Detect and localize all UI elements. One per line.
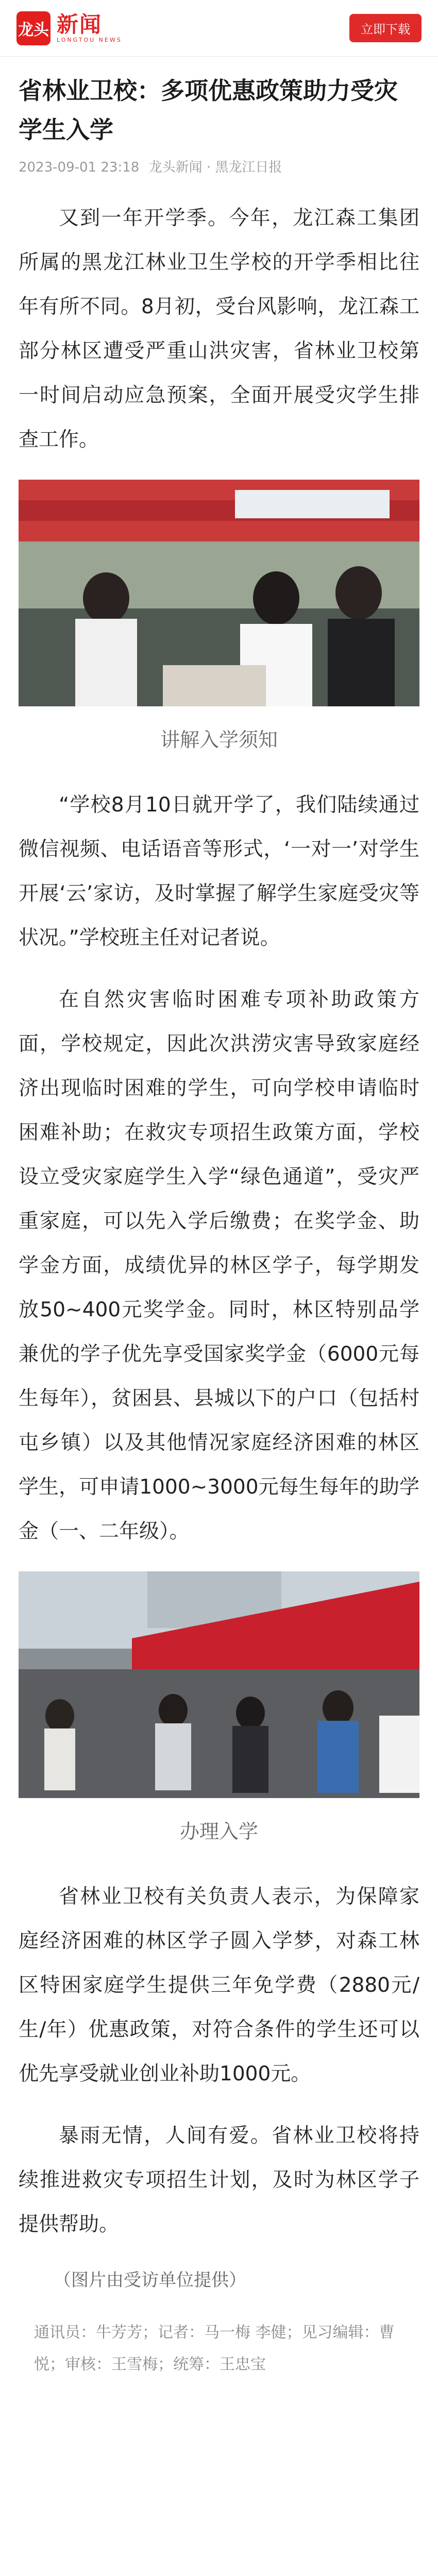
paragraph: 在自然灾害临时困难专项补助政策方面，学校规定，因此次洪涝灾害导致家庭经济出现临时困难的学生，可向学校申请临时困难补助；在救灾专项招生政策方面，学校设立受灾家庭学生入学“绿色通道”，受灾严重家庭，可以先入学后缴费；在奖学金、助学金方面，成绩优异的林区学子，每学期发放50~400元奖学金。同时，林区特别品学兼优的学子优先享受国家奖学金（6000元每生每年），贫困县、县城以下的户口（包括村屯乡镇）以及其他情况家庭经济困难的林区学生，可申请1000~3000元每生每年的助学金（一、二年级）。 bbox=[19, 988, 419, 1543]
photo-enrollment-registration[interactable] bbox=[19, 1571, 419, 1798]
paragraph: 省林业卫校有关负责人表示，为保障家庭经济困难的林区学子圆入学梦，对森工林区特困家庭学生提供三年免学费（2880元/生/年）优惠政策，对符合条件的学生还可以优先享受就业创业补助1000元。 bbox=[19, 1885, 419, 2086]
photo-enrollment-explanation[interactable] bbox=[19, 480, 419, 706]
paragraph: “学校8月10日就开学了，我们陆续通过微信视频、电话语音等形式，‘一对一’对学生开展‘云’家访，及时掌握了解学生家庭受灾等状况。”学校班主任对记者说。 bbox=[19, 793, 419, 950]
top-bar bbox=[0, 0, 438, 57]
logo-text bbox=[57, 13, 122, 43]
logo-subtitle: LONGTOU NEWS bbox=[57, 37, 122, 43]
article-meta bbox=[19, 157, 419, 176]
brand-logo[interactable] bbox=[16, 11, 122, 45]
download-app-button[interactable]: 立即下载 bbox=[349, 14, 422, 42]
staff-credits: 通讯员：牛芳芳；记者：马一梅 李健；见习编辑：曹悦；审核：王雪梅；统筹：王忠宝 bbox=[34, 2324, 395, 2374]
article-body bbox=[0, 71, 438, 2381]
photo-caption: 讲解入学须知 bbox=[160, 728, 278, 751]
publish-time: 2023-09-01 23:18 bbox=[19, 160, 140, 175]
article-source: 龙头新闻 · 黑龙江日报 bbox=[148, 160, 282, 175]
article-title: 省林业卫校：多项优惠政策助力受灾学生入学 bbox=[19, 77, 398, 144]
photo-figure-2 bbox=[19, 1571, 419, 1844]
photo-caption: 办理入学 bbox=[179, 1820, 258, 1843]
photo-figure-1 bbox=[19, 480, 419, 752]
paragraph: 暴雨无情，人间有爱。省林业卫校将持续推进救灾专项招生计划，及时为林区学子提供帮助。 bbox=[19, 2124, 419, 2236]
logo-name: 新闻 bbox=[57, 12, 103, 37]
paragraph: 又到一年开学季。今年，龙江森工集团所属的黑龙江林业卫生学校的开学季相比往年有所不同。8月初，受台风影响，龙江森工部分林区遭受严重山洪灾害，省林业卫校第一时间启动应急预案，全面开展受灾学生排查工作。 bbox=[19, 207, 419, 451]
photo-credit: （图片由受访单位提供） bbox=[54, 2270, 246, 2291]
logo-icon: 龙头 bbox=[16, 11, 50, 45]
